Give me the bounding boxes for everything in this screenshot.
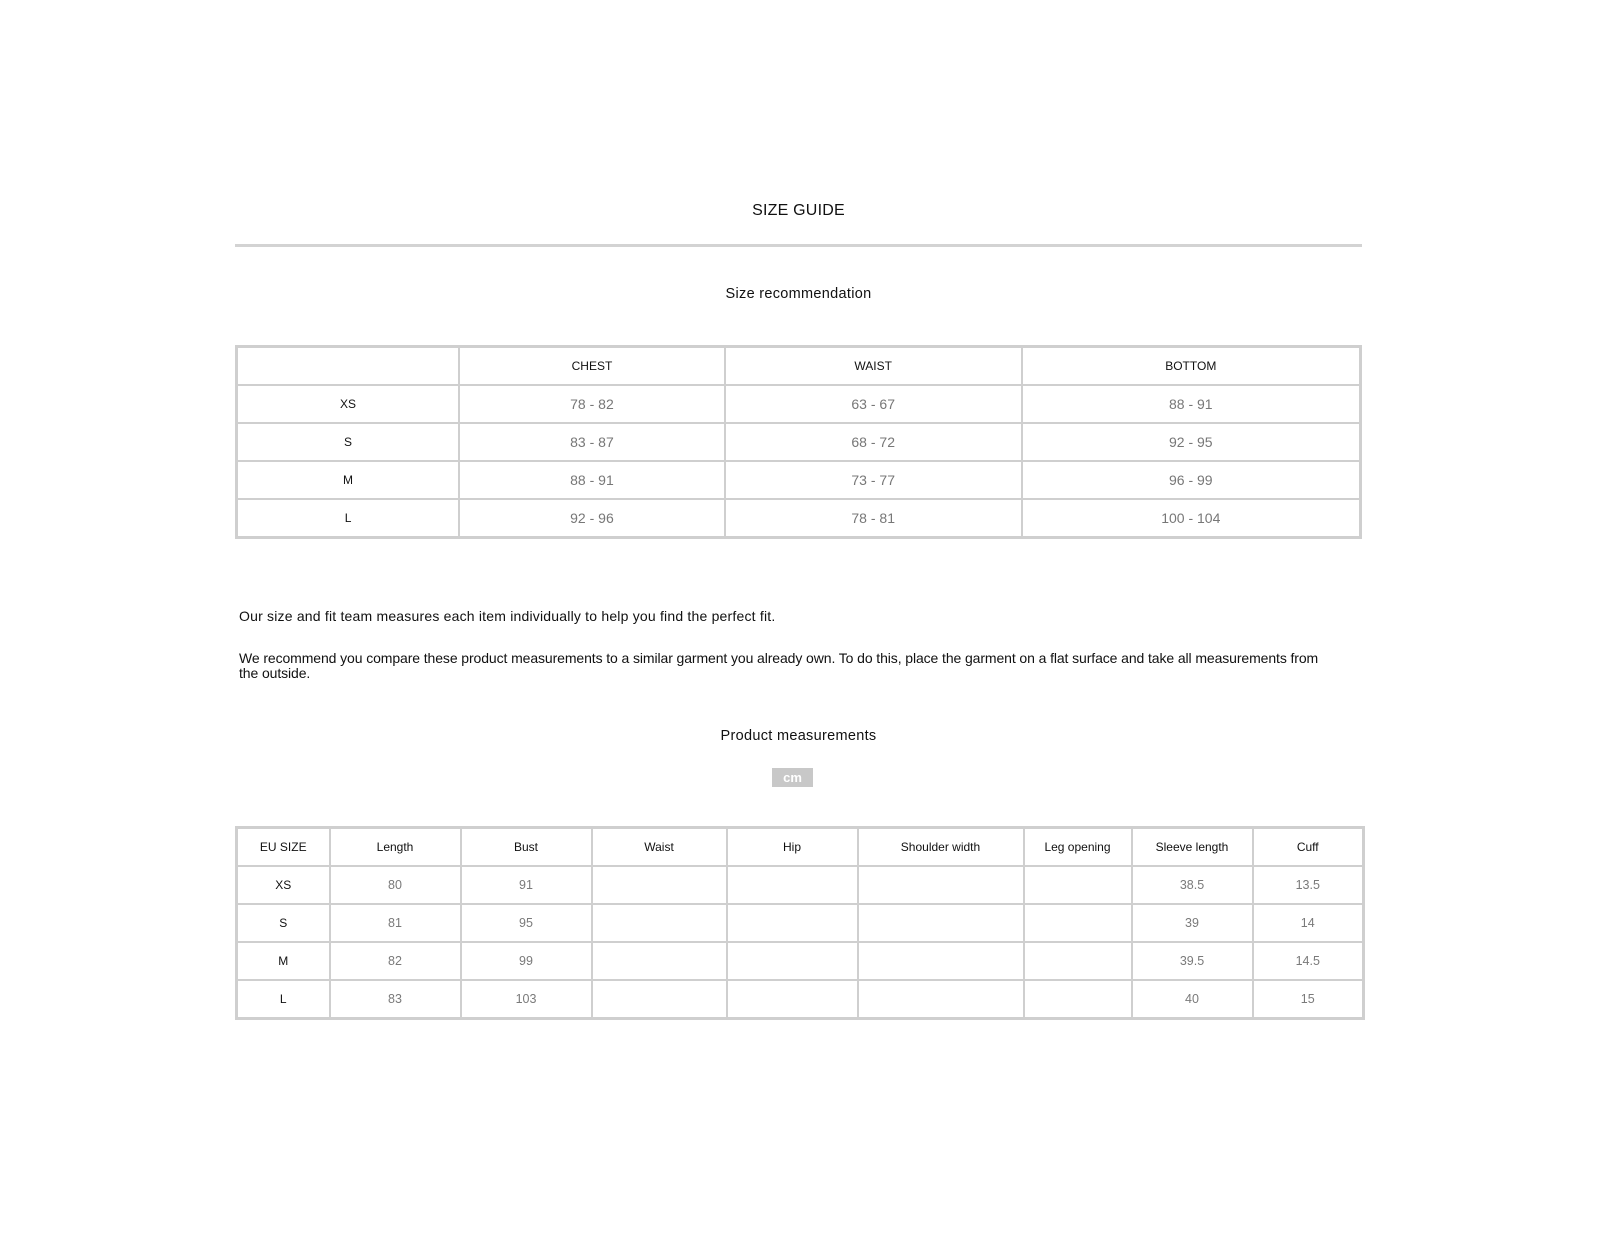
cuff-cell: 14.5	[1253, 942, 1364, 980]
bottom-cell: 88 - 91	[1022, 385, 1361, 423]
column-header-waist: WAIST	[725, 347, 1022, 386]
cuff-cell: 13.5	[1253, 866, 1364, 904]
leg-opening-cell	[1024, 942, 1132, 980]
waist-cell: 63 - 67	[725, 385, 1022, 423]
shoulder-cell	[858, 980, 1024, 1019]
table-row	[237, 942, 1364, 980]
sleeve-cell: 39	[1132, 904, 1253, 942]
size-recommendation-heading: Size recommendation	[725, 286, 872, 302]
cuff-cell: 14	[1253, 904, 1364, 942]
table-row	[237, 866, 1364, 904]
length-cell: 82	[330, 942, 461, 980]
sleeve-cell: 38.5	[1132, 866, 1253, 904]
column-header-chest: CHEST	[459, 347, 725, 386]
size-cell: XS	[237, 385, 460, 423]
column-header-cuff: Cuff	[1253, 828, 1364, 867]
leg-opening-cell	[1024, 904, 1132, 942]
size-cell: L	[237, 980, 330, 1019]
size-recommendation-table	[235, 345, 1362, 539]
table-row	[237, 423, 1361, 461]
chest-cell: 83 - 87	[459, 423, 725, 461]
column-header-length: Length	[330, 828, 461, 867]
fit-team-paragraph: Our size and fit team measures each item individually to help you find the perfect fit.	[239, 608, 776, 624]
chest-cell: 92 - 96	[459, 499, 725, 538]
column-header-eu-size: EU SIZE	[237, 828, 330, 867]
bottom-cell: 92 - 95	[1022, 423, 1361, 461]
column-header-waist: Waist	[592, 828, 727, 867]
shoulder-cell	[858, 942, 1024, 980]
size-cell: M	[237, 942, 330, 980]
cuff-cell: 15	[1253, 980, 1364, 1019]
bottom-cell: 96 - 99	[1022, 461, 1361, 499]
waist-cell: 73 - 77	[725, 461, 1022, 499]
table-row	[237, 904, 1364, 942]
bust-cell: 91	[461, 866, 592, 904]
size-cell: S	[237, 423, 460, 461]
size-cell: S	[237, 904, 330, 942]
waist-cell: 78 - 81	[725, 499, 1022, 538]
leg-opening-cell	[1024, 866, 1132, 904]
page-title: SIZE GUIDE	[752, 202, 845, 219]
product-measurements-table	[235, 826, 1365, 1020]
size-cell: XS	[237, 866, 330, 904]
table-header-row	[237, 828, 1364, 867]
column-header-sleeve-length: Sleeve length	[1132, 828, 1253, 867]
compare-paragraph: We recommend you compare these product measurements to a similar garment you already own. To do this, place the garment on a flat surface and take all measurements from the outside.	[239, 650, 1319, 681]
column-header-hip: Hip	[727, 828, 858, 867]
bust-cell: 103	[461, 980, 592, 1019]
bust-cell: 95	[461, 904, 592, 942]
size-cell: L	[237, 499, 460, 538]
unit-cm-button[interactable]: cm	[772, 768, 813, 787]
shoulder-cell	[858, 904, 1024, 942]
table-row	[237, 385, 1361, 423]
hip-cell	[727, 904, 858, 942]
bottom-cell: 100 - 104	[1022, 499, 1361, 538]
table-header-row	[237, 347, 1361, 386]
title-divider	[235, 244, 1362, 247]
column-header-bottom: BOTTOM	[1022, 347, 1361, 386]
bust-cell: 99	[461, 942, 592, 980]
waist-cell	[592, 866, 727, 904]
hip-cell	[727, 980, 858, 1019]
length-cell: 80	[330, 866, 461, 904]
length-cell: 81	[330, 904, 461, 942]
shoulder-cell	[858, 866, 1024, 904]
sleeve-cell: 39.5	[1132, 942, 1253, 980]
table-row	[237, 461, 1361, 499]
sleeve-cell: 40	[1132, 980, 1253, 1019]
column-header-bust: Bust	[461, 828, 592, 867]
column-header-leg-opening: Leg opening	[1024, 828, 1132, 867]
column-header-empty	[237, 347, 460, 386]
waist-cell	[592, 942, 727, 980]
column-header-shoulder-width: Shoulder width	[858, 828, 1024, 867]
table-row	[237, 499, 1361, 538]
size-cell: M	[237, 461, 460, 499]
waist-cell: 68 - 72	[725, 423, 1022, 461]
chest-cell: 88 - 91	[459, 461, 725, 499]
product-measurements-heading: Product measurements	[720, 728, 877, 744]
hip-cell	[727, 866, 858, 904]
hip-cell	[727, 942, 858, 980]
waist-cell	[592, 904, 727, 942]
leg-opening-cell	[1024, 980, 1132, 1019]
table-row	[237, 980, 1364, 1019]
length-cell: 83	[330, 980, 461, 1019]
waist-cell	[592, 980, 727, 1019]
chest-cell: 78 - 82	[459, 385, 725, 423]
